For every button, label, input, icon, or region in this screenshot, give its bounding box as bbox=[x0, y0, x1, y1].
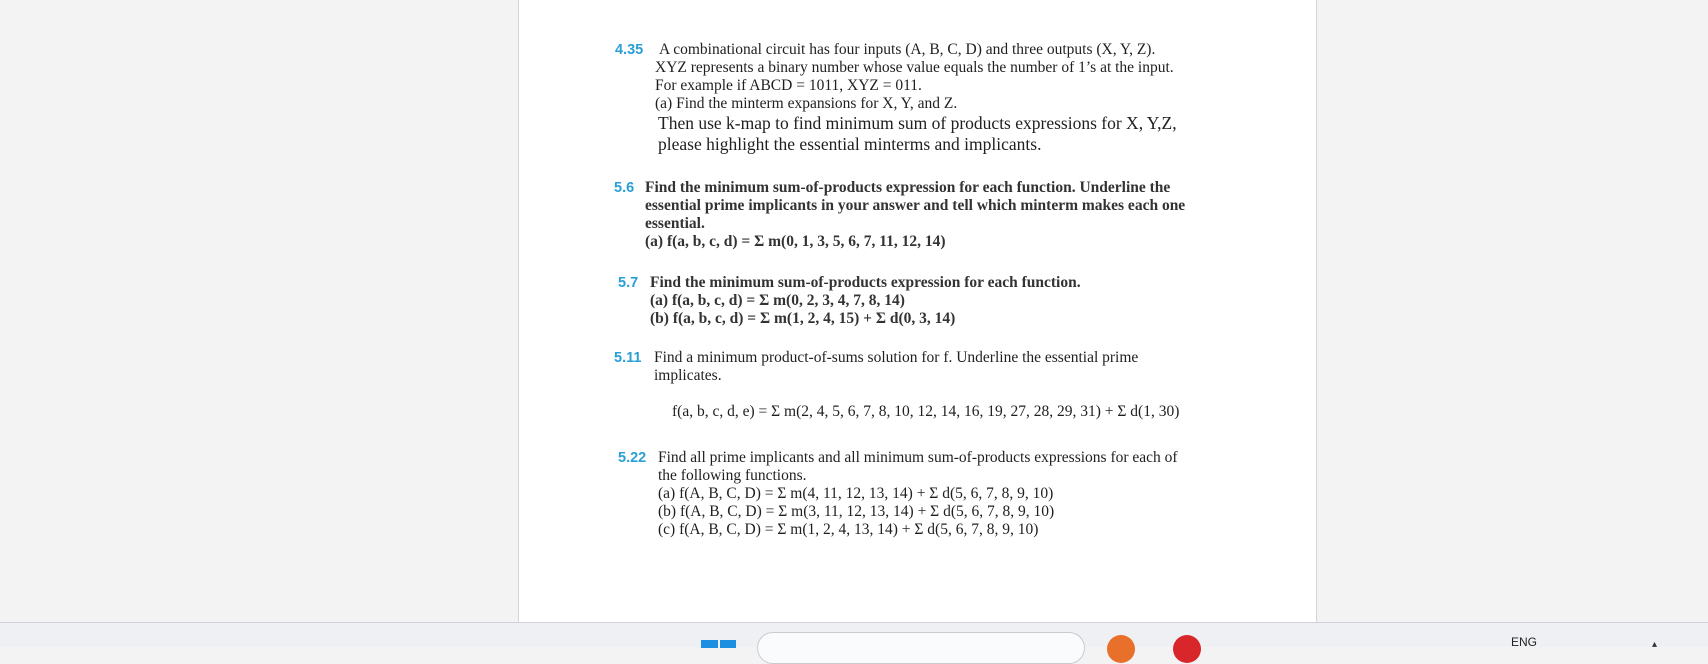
app-icon-orange[interactable] bbox=[1107, 635, 1135, 663]
problem-line: (b) f(A, B, C, D) = Σ m(3, 11, 12, 13, 14) + Σ d(5, 6, 7, 8, 9, 10) bbox=[658, 503, 1055, 520]
problem-line: (a) Find the minterm expansions for X, Y, and Z. bbox=[655, 95, 958, 112]
problem-number: 5.7 bbox=[618, 275, 639, 291]
problem-line: Then use k-map to find minimum sum of products expressions for X, Y,Z, bbox=[658, 113, 1177, 133]
problem-equation: f(a, b, c, d, e) = Σ m(2, 4, 5, 6, 7, 8, 10, 12, 14, 16, 19, 27, 28, 29, 31) + Σ d(1, 30) bbox=[672, 403, 1180, 420]
problem-line: the following functions. bbox=[658, 467, 807, 484]
problem-body bbox=[654, 349, 1294, 421]
problem-number: 5.11 bbox=[614, 350, 642, 366]
problem-line: Find all prime implicants and all minimum sum-of-products expressions for each of bbox=[658, 449, 1178, 466]
problem-line: A combinational circuit has four inputs (A, B, C, D) and three outputs (X, Y, Z). bbox=[659, 41, 1156, 58]
problem-line: (c) f(A, B, C, D) = Σ m(1, 2, 4, 13, 14) + Σ d(5, 6, 7, 8, 9, 10) bbox=[658, 521, 1039, 538]
problem-line: Find a minimum product-of-sums solution for f. Underline the essential prime bbox=[654, 349, 1139, 366]
problem-body bbox=[658, 449, 1298, 539]
problem-line: implicates. bbox=[654, 367, 722, 384]
problem-line: Find the minimum sum-of-products expression for each function. Underline the bbox=[645, 179, 1171, 196]
taskbar bbox=[0, 622, 1708, 650]
problem-line: Find the minimum sum-of-products expression for each function. bbox=[650, 274, 1081, 291]
problem-line bbox=[654, 385, 1294, 403]
problem-body bbox=[650, 274, 1250, 328]
problem-line: (a) f(A, B, C, D) = Σ m(4, 11, 12, 13, 14) + Σ d(5, 6, 7, 8, 9, 10) bbox=[658, 485, 1054, 502]
problem-line: essential. bbox=[645, 215, 705, 232]
app-icon-red[interactable] bbox=[1173, 635, 1201, 663]
problem-line: essential prime implicants in your answer and tell which minterm makes each one bbox=[645, 197, 1186, 214]
problem-line: (a) f(a, b, c, d) = Σ m(0, 1, 3, 5, 6, 7, 11, 12, 14) bbox=[645, 233, 946, 250]
problem-line: (a) f(a, b, c, d) = Σ m(0, 2, 3, 4, 7, 8, 14) bbox=[650, 292, 905, 309]
problem-number: 5.6 bbox=[614, 180, 635, 196]
search-box[interactable] bbox=[757, 632, 1085, 664]
problem-number: 4.35 bbox=[615, 42, 644, 58]
problem-number: 5.22 bbox=[618, 450, 647, 466]
document-page bbox=[518, 0, 1317, 622]
problem-line: please highlight the essential minterms and implicants. bbox=[658, 134, 1042, 154]
problem-body bbox=[655, 41, 1295, 155]
problem-line: XYZ represents a binary number whose value equals the number of 1’s at the input. bbox=[655, 59, 1174, 76]
windows-start-icon[interactable] bbox=[701, 640, 736, 648]
problem-line: For example if ABCD = 1011, XYZ = 011. bbox=[655, 77, 922, 94]
problem-body bbox=[645, 179, 1245, 251]
language-indicator[interactable]: ENG bbox=[1511, 635, 1538, 649]
problem-line: (b) f(a, b, c, d) = Σ m(1, 2, 4, 15) + Σ d(0, 3, 14) bbox=[650, 310, 956, 327]
chevron-up-icon[interactable]: ▴ bbox=[1652, 639, 1658, 650]
